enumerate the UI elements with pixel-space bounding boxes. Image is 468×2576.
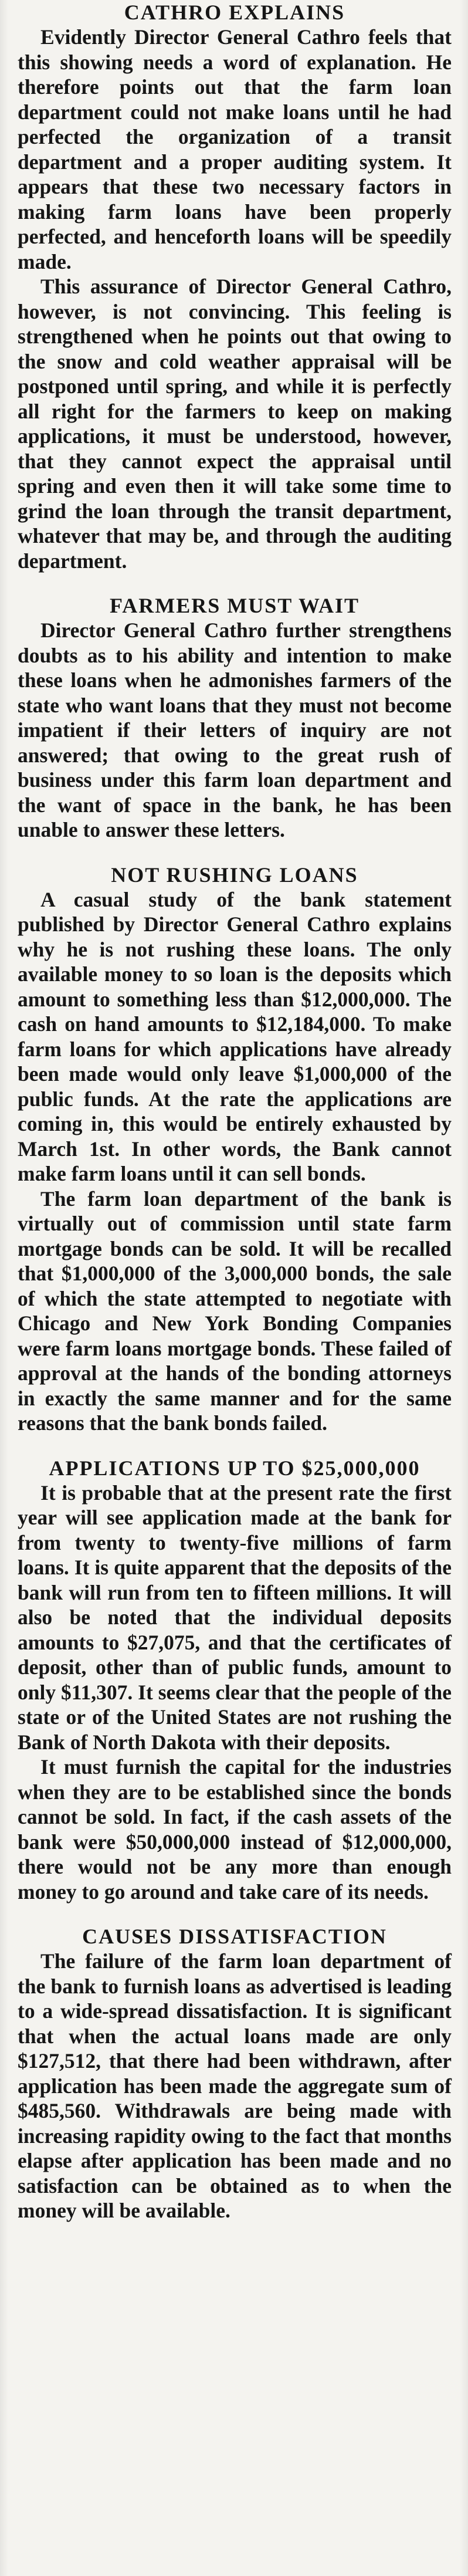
section-heading: CATHRO EXPLAINS xyxy=(124,1,345,24)
section-not-rushing-loans xyxy=(18,863,452,1436)
paragraph: Director General Cathro further strengthens doubts as to his ability and intention to make these loans when he admonishes farmers of the state who want loans that they must not become impatient if their letters of inquiry are not answered; that owing to the great rush of business under this farm loan department and the want of space in the bank, he has been unable to answer these letters. xyxy=(18,618,452,841)
section-heading: CAUSES DISSATISFACTION xyxy=(82,1925,387,1948)
section-applications-up xyxy=(18,1456,452,1905)
section-heading: FARMERS MUST WAIT xyxy=(109,594,360,617)
section-spacer xyxy=(18,1904,452,1924)
paragraph: A casual study of the bank statement published by Director General Cathro explains why he is not rushing these loans. The only available money to so loan is the deposits which amount to something less than $12,000,000. The cash on hand amounts to $12,184,000. To make farm loans for which applications have already been made would only leave $1,000,000 of the public funds. At the rate the applications are coming in, this would be entirely exhausted by March 1st. In other words, the Bank cannot make farm loans until it can sell bonds. xyxy=(18,887,452,1185)
section-spacer xyxy=(18,843,452,863)
paragraph: The farm loan department of the bank is virtually out of commission until state farm mortgage bonds can be sold. It will be recalled that $1,000,000 of the 3,000,000 bonds, the sale of which the state attempted to negotiate with Chicago and New York Bonding Companies were farm loans mortgage bonds. These failed of approval at the hands of the bonding attorneys in exactly the same manner and for the same reasons that the bank bonds failed. xyxy=(18,1186,452,1435)
section-spacer xyxy=(18,1436,452,1456)
paragraph: It must furnish the capital for the industries when they are to be established since the bonds cannot be sold. In fact, if the cash assets of the bank were $50,000,000 instead of $12,000,000, there would not be any more than enough money to go around and take care of its needs. xyxy=(18,1755,452,1904)
paragraph: It is probable that at the present rate the first year will see application made at the bank for from twenty to twenty-five millions of farm loans. It is quite apparent that the deposits of the bank will run from ten to fifteen millions. It will also be noted that the individual deposits amounts to $27,075, and that the certificates of deposit, other than of public funds, amount to only $11,307. It seems clear that the people of the state or of the United States are not rushing the Bank of North Dakota with their deposits. xyxy=(18,1480,452,1754)
section-farmers-must-wait xyxy=(18,593,452,843)
section-spacer xyxy=(18,573,452,593)
section-heading: APPLICATIONS UP TO $25,000,000 xyxy=(49,1456,420,1480)
paragraph: Evidently Director General Cathro feels that this showing needs a word of explanation. He therefore points out that the farm loan department could not make loans until he had perfected the organization of a transit department and a proper auditing system. It appears that these two necessary factors in making farm loans have been properly perfected, and henceforth loans will be speedily made. xyxy=(18,25,452,273)
section-heading: NOT RUSHING LOANS xyxy=(111,863,358,887)
paragraph: The failure of the farm loan department of the bank to furnish loans as advertised is leading to a wide-spread dissatisfaction. It is significant that when the actual loans made are only $127,512, that there had been withdrawn, after application has been made the aggregate sum of $485,560. Withdrawals are being made with increasing rapidity owing to the fact that months elapse after application has been made and no satisfaction can be obtained as to when the money will be available. xyxy=(18,1949,452,2222)
section-cathro-explains xyxy=(18,0,452,573)
section-causes-dissatisfaction xyxy=(18,1924,452,2223)
paragraph: This assurance of Director General Cathro, however, is not convincing. This feeling is strengthened when he points out that owing to the snow and cold weather appraisal will be postponed until spring, and while it is perfectly all right for the farmers to keep on making applications, it must be understood, however, that they cannot expect the appraisal until spring and even then it will take some time to grind the loan through the transit department, whatever that may be, and through the auditing department. xyxy=(18,275,452,573)
